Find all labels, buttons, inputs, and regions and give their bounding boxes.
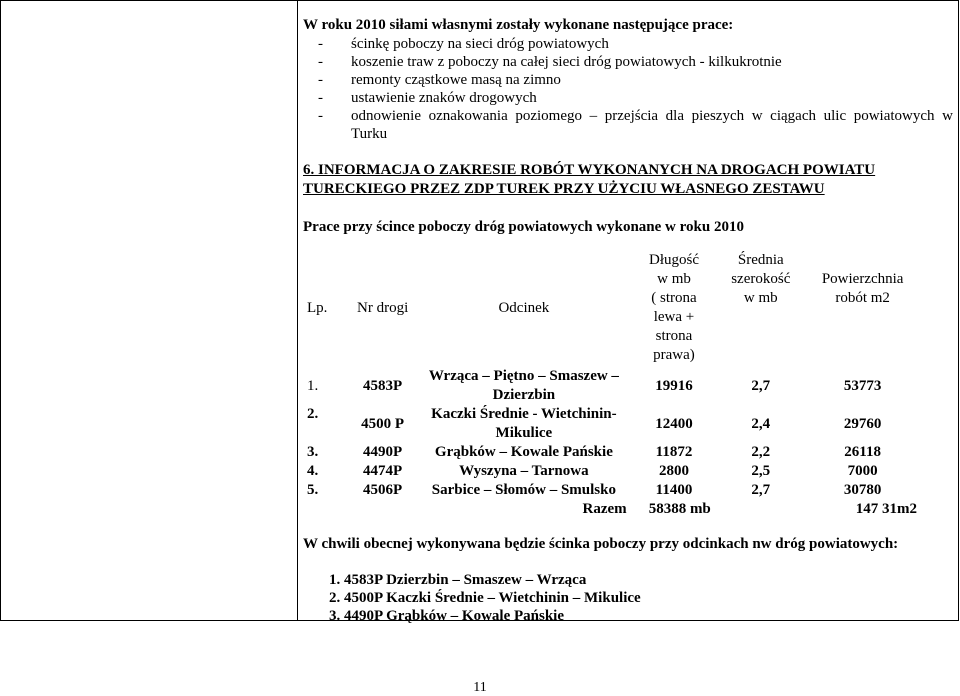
roads-table [303, 251, 921, 519]
table-header-row [303, 251, 921, 367]
intro-text: W roku 2010 siłami własnymi zostały wykonane następujące prace: [303, 17, 734, 33]
header-szerokosc: Średnia szerokość w mb [731, 252, 791, 306]
table-row: 5. 4506P Sarbice – Słomów – Smulsko 11400 2,7 30780 [307, 482, 882, 498]
table-total-row: Razem 58388 mb 147 31m2 [582, 501, 917, 517]
header-lp: Lp. [307, 299, 328, 316]
table-row: 1. 4583P Wrząca – Piętno – Smaszew – Dzierzbin 19916 2,7 53773 [307, 368, 882, 403]
header-dlugosc: Długość w mb ( strona lewa + strona prawa) [648, 252, 699, 363]
header-powierzchnia: Powierzchnia robót m2 [821, 271, 904, 306]
table-row: 3. 4490P Grąbków – Kowale Pańskie 11872 2,2 26118 [307, 444, 881, 460]
work-item: - koszenie traw z poboczy na całej sieci dróg powiatowych - kilkukrotnie [318, 54, 782, 70]
work-item: - ścinkę poboczy na sieci dróg powiatowych [318, 36, 609, 52]
list-item: 3. 4490P Grąbków – Kowale Pańskie [329, 608, 565, 624]
header-odcinek: Odcinek [498, 299, 550, 316]
work-item: - remonty cząstkowe masą na zimno [318, 72, 561, 88]
header-nr-drogi: Nr drogi [357, 299, 409, 316]
current-works-list [303, 571, 953, 625]
work-item: - ustawienie znaków drogowych [318, 90, 537, 106]
summary-text: W chwili obecnej wykonywana będzie ścinka poboczy przy odcinkach nw dróg powiatowych: [303, 536, 899, 552]
table-row: 4. 4474P Wyszyna – Tarnowa 2800 2,5 7000 [307, 463, 878, 479]
right-border [958, 0, 959, 621]
work-item: - odnowienie oznakowania poziomego – przejścia dla pieszych w ciągach ulic powiatowych w [318, 108, 953, 124]
section-heading: 6. INFORMACJA O ZAKRESIE ROBÓT WYKONANYCH NA DROGACH POWIATU TURECKIEGO PRZEZ ZDP TUREK PRZY UŻYCIU WŁASNEGO ZESTAWU [303, 162, 876, 197]
page-number: 11 [473, 680, 487, 695]
column-divider [297, 0, 298, 621]
list-item: 1. 4583P Dzierzbin – Smaszew – Wrząca [329, 572, 587, 588]
work-item-continuation: Turku [351, 126, 388, 142]
list-item: 2. 4500P Kaczki Średnie – Wietchinin – Mikulice [329, 590, 641, 606]
table-row: 2. 4500 P Kaczki Średnie - Wietchinin- Mikulice 12400 2,4 29760 [307, 406, 882, 441]
document-body [303, 8, 953, 625]
works-list [303, 35, 953, 143]
table-caption: Prace przy ścince poboczy dróg powiatowych wykonane w roku 2010 [303, 219, 744, 235]
left-border [0, 0, 1, 621]
